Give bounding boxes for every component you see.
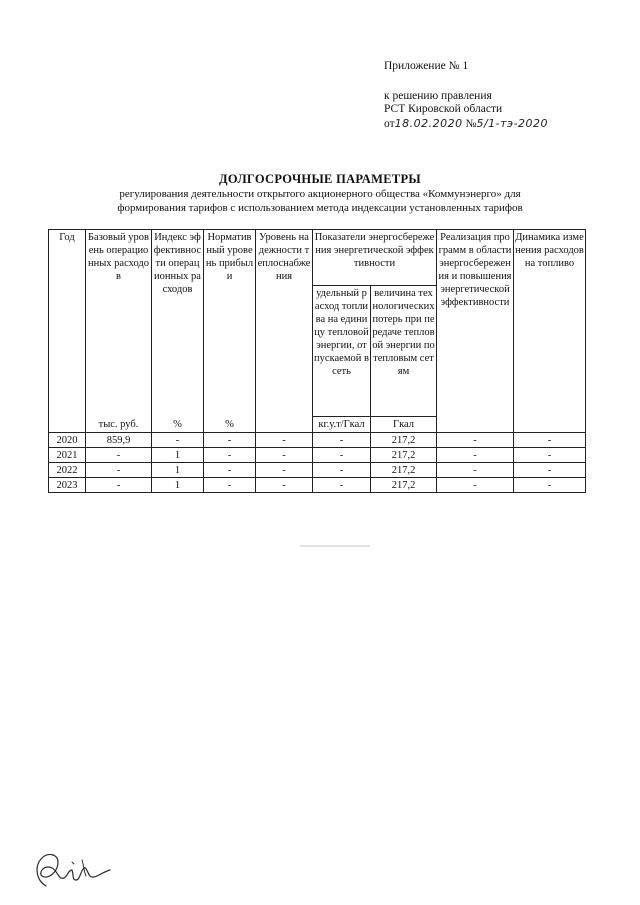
cell-programs: - [437, 448, 514, 463]
header-fuel-dynamics: Динамика изменения расходов на топливо [514, 230, 586, 433]
cell-efficiency-index: 1 [152, 448, 204, 463]
header-programs: Реализация программ в области энергосбережения и повышения энергетической эффективности [437, 230, 514, 433]
table-row [49, 433, 586, 448]
cell-tech-losses: 217,2 [371, 478, 437, 493]
subtitle-line-2: формирования тарифов с использованием метода индексации установленных тарифов [117, 202, 523, 214]
unit-tech-losses: Гкал [371, 417, 437, 433]
header-tech-losses: величина технологических потерь при передаче тепловой энергии по тепловым сетям [371, 286, 437, 417]
header-base-level: Базовый уровень операционных расходов [86, 230, 152, 417]
header-specific-fuel: удельный расход топлива на единицу тепловой энергии, отпускаемой в сеть [313, 286, 371, 417]
cell-reliability: - [256, 448, 313, 463]
cell-programs: - [437, 433, 514, 448]
subtitle-line-1: регулирования деятельности открытого акционерного общества «Коммунэнерго» для [119, 188, 521, 200]
cell-fuel-dynamics: - [514, 478, 586, 493]
signature-icon [28, 846, 113, 896]
cell-norm-profit: - [204, 463, 256, 478]
date-prefix: от [384, 118, 395, 130]
unit-year-empty [49, 417, 86, 433]
cell-year: 2023 [49, 478, 86, 493]
table-row [49, 448, 586, 463]
cell-reliability: - [256, 478, 313, 493]
cell-reliability: - [256, 463, 313, 478]
parameters-table [48, 229, 586, 493]
cell-specific-fuel: - [313, 448, 371, 463]
handwritten-date: 18.02.2020 [394, 117, 463, 130]
header-row-1 [49, 230, 586, 286]
header-year: Год [49, 230, 86, 417]
cell-programs: - [437, 478, 514, 493]
header-norm-profit: Нормативный уровень прибыли [204, 230, 256, 417]
document-subtitle [40, 187, 600, 215]
unit-base-level: тыс. руб. [86, 417, 152, 433]
cell-norm-profit: - [204, 478, 256, 493]
cell-fuel-dynamics: - [514, 433, 586, 448]
cell-specific-fuel: - [313, 463, 371, 478]
appendix-decision: к решению правления [384, 90, 492, 102]
cell-tech-losses: 217,2 [371, 433, 437, 448]
unit-norm-profit: % [204, 417, 256, 433]
document-title: ДОЛГОСРОЧНЫЕ ПАРАМЕТРЫ [219, 172, 421, 186]
cell-efficiency-index: - [152, 433, 204, 448]
cell-base-level: - [86, 463, 152, 478]
cell-norm-profit: - [204, 448, 256, 463]
appendix-title: Приложение № 1 [384, 60, 469, 72]
unit-specific-fuel: кг.у.т/Гкал [313, 417, 371, 433]
cell-tech-losses: 217,2 [371, 463, 437, 478]
cell-base-level: - [86, 448, 152, 463]
cell-specific-fuel: - [313, 478, 371, 493]
cell-efficiency-index: 1 [152, 463, 204, 478]
unit-efficiency-index: % [152, 417, 204, 433]
cell-tech-losses: 217,2 [371, 448, 437, 463]
cell-base-level: 859,9 [86, 433, 152, 448]
cell-efficiency-index: 1 [152, 478, 204, 493]
cell-year: 2022 [49, 463, 86, 478]
cell-fuel-dynamics: - [514, 448, 586, 463]
header-reliability: Уровень надежности теплоснабжения [256, 230, 313, 433]
cell-year: 2021 [49, 448, 86, 463]
cell-year: 2020 [49, 433, 86, 448]
handwritten-number: 5/1-тэ-2020 [476, 117, 549, 130]
cell-reliability: - [256, 433, 313, 448]
table-row [49, 478, 586, 493]
cell-norm-profit: - [204, 433, 256, 448]
appendix-authority: РСТ Кировской области [384, 103, 503, 115]
scan-artifact [300, 545, 370, 547]
header-efficiency-index: Индекс эффективности операционных расходов [152, 230, 204, 417]
header-energy-saving: Показатели энергосбережения энергетической эффективности [313, 230, 437, 286]
cell-programs: - [437, 463, 514, 478]
appendix-date-line [384, 117, 548, 131]
cell-base-level: - [86, 478, 152, 493]
cell-specific-fuel: - [313, 433, 371, 448]
cell-fuel-dynamics: - [514, 463, 586, 478]
table-row [49, 463, 586, 478]
number-prefix: № [465, 118, 477, 130]
